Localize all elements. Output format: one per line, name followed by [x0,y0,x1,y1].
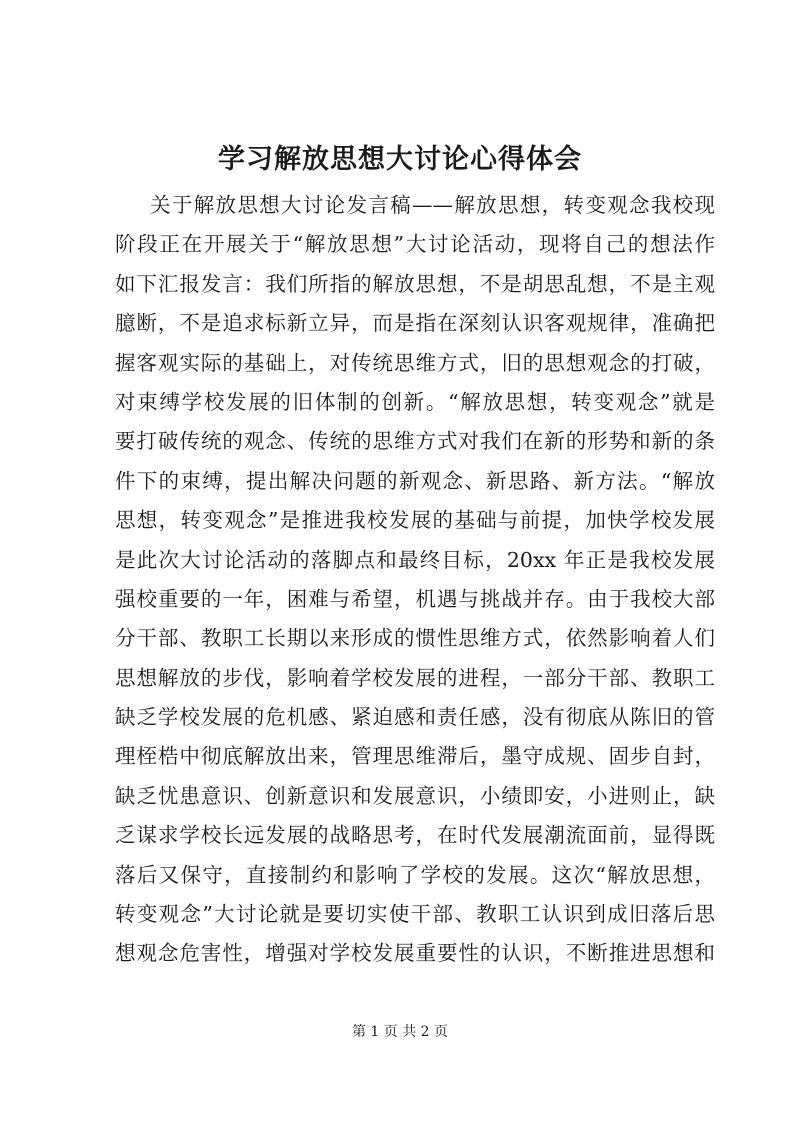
document-title: 学习解放思想大讨论心得体会 [218,144,582,175]
paragraph-line: 乏谋求学校长远发展的战略思考，在时代发展潮流面前，显得既 [115,823,715,848]
paragraph-line: 强校重要的一年，困难与希望，机遇与挑战并存。由于我校大部 [115,586,715,611]
paragraph-line: 转变观念”大讨论就是要切实使干部、教职工认识到成旧落后思 [115,902,715,927]
paragraph-line: 理桎梏中彻底解放出来，管理思维滞后，墨守成规、固步自封， [115,744,715,769]
paragraph-line: 如下汇报发言：我们所指的解放思想，不是胡思乱想，不是主观 [115,271,715,296]
paragraph-line: 思想解放的步伐，影响着学校发展的进程，一部分干部、教职工 [115,665,715,690]
paragraph-line: 思想，转变观念”是推进我校发展的基础与前提，加快学校发展 [115,508,715,533]
paragraph-line: 落后又保守，直接制约和影响了学校的发展。这次“解放思想， [115,862,715,887]
paragraph-line: 握客观实际的基础上，对传统思维方式，旧的思想观念的打破， [115,350,715,375]
paragraph-line: 缺乏学校发展的危机感、紧迫感和责任感，没有彻底从陈旧的管 [115,705,715,730]
document-body [115,186,715,974]
paragraph-line: 要打破传统的观念、传统的思维方式对我们在新的形势和新的条 [115,429,715,454]
paragraph-line: 想观念危害性，增强对学校发展重要性的认识，不断推进思想和 [115,941,715,966]
paragraph-line: 分干部、教职工长期以来形成的惯性思维方式，依然影响着人们 [115,626,715,651]
paragraph-line: 是此次大讨论活动的落脚点和最终目标，20xx 年正是我校发展 [115,547,715,572]
paragraph-line: 件下的束缚，提出解决问题的新观念、新思路、新方法。“解放 [115,468,715,493]
paragraph-line: 臆断，不是追求标新立异，而是指在深刻认识客观规律，准确把 [115,311,715,336]
paragraph-line: 关于解放思想大讨论发言稿——解放思想，转变观念我校现 [150,193,715,217]
paragraph-line: 对束缚学校发展的旧体制的创新。“解放思想，转变观念”就是 [115,389,715,414]
paragraph-line: 阶段正在开展关于“解放思想”大讨论活动，现将自己的想法作 [115,232,715,257]
paragraph-line: 缺乏忧患意识、创新意识和发展意识，小绩即安，小进则止，缺 [115,783,715,808]
page-number-footer: 第 1 页 共 2 页 [351,1024,449,1040]
